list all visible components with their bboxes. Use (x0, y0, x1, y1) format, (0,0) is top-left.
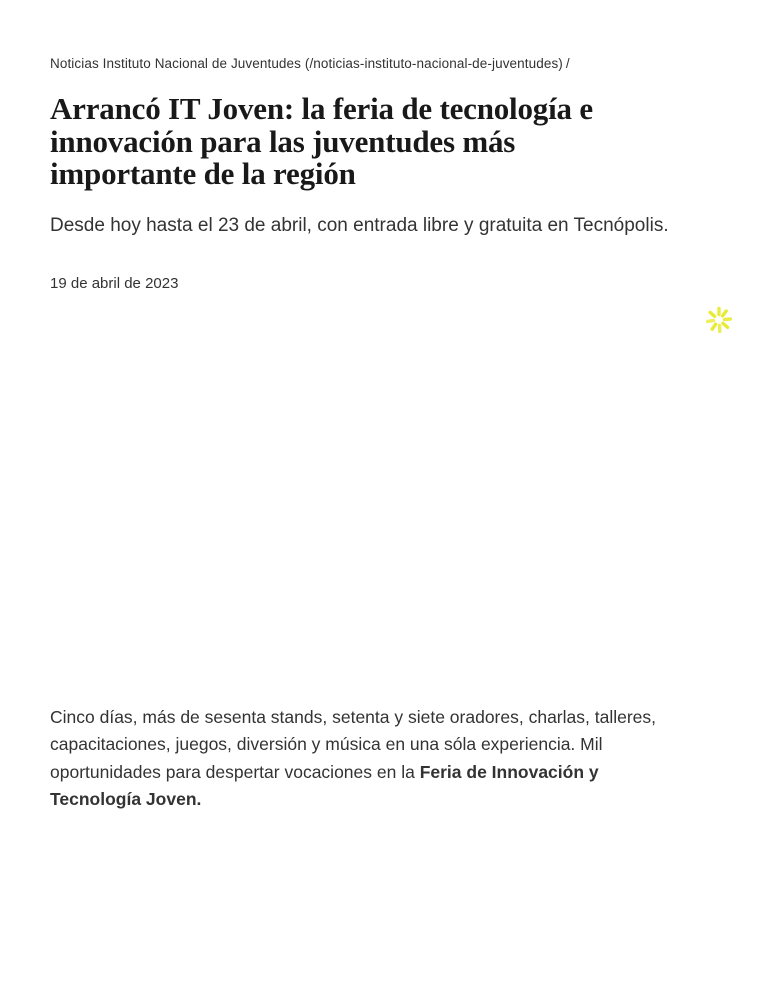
article-date: 19 de abril de 2023 (50, 274, 179, 292)
breadcrumb-link-label: Noticias Instituto Nacional de Juventudes (50, 56, 301, 71)
headline-line: Arrancó IT Joven: la feria de tecnología e (50, 91, 593, 126)
article-subtitle: Desde hoy hasta el 23 de abril, con entrada libre y gratuita en Tecnópolis. (50, 214, 669, 236)
paragraph-line: capacitaciones, juegos, diversión y música en una sóla experiencia. Mil (50, 734, 603, 754)
page-title (50, 93, 723, 191)
breadcrumb-link-path: (/noticias-instituto-nacional-de-juventudes) (304, 56, 563, 71)
headline-line: importante de la región (50, 156, 356, 191)
loading-spinner-icon (704, 305, 734, 335)
article-paragraph (50, 704, 710, 814)
paragraph-line: oportunidades para despertar vocaciones en la Feria de Innovación y (50, 761, 599, 782)
paragraph-line: Tecnología Joven. (50, 789, 202, 809)
breadcrumb-separator: / (565, 56, 570, 71)
headline-line: innovación para las juventudes más (50, 123, 516, 159)
image-placeholder (50, 292, 723, 704)
paragraph-line: Cinco días, más de sesenta stands, setenta y siete oradores, charlas, talleres, (50, 706, 657, 727)
breadcrumb (50, 56, 723, 72)
breadcrumb-link[interactable] (50, 56, 563, 71)
